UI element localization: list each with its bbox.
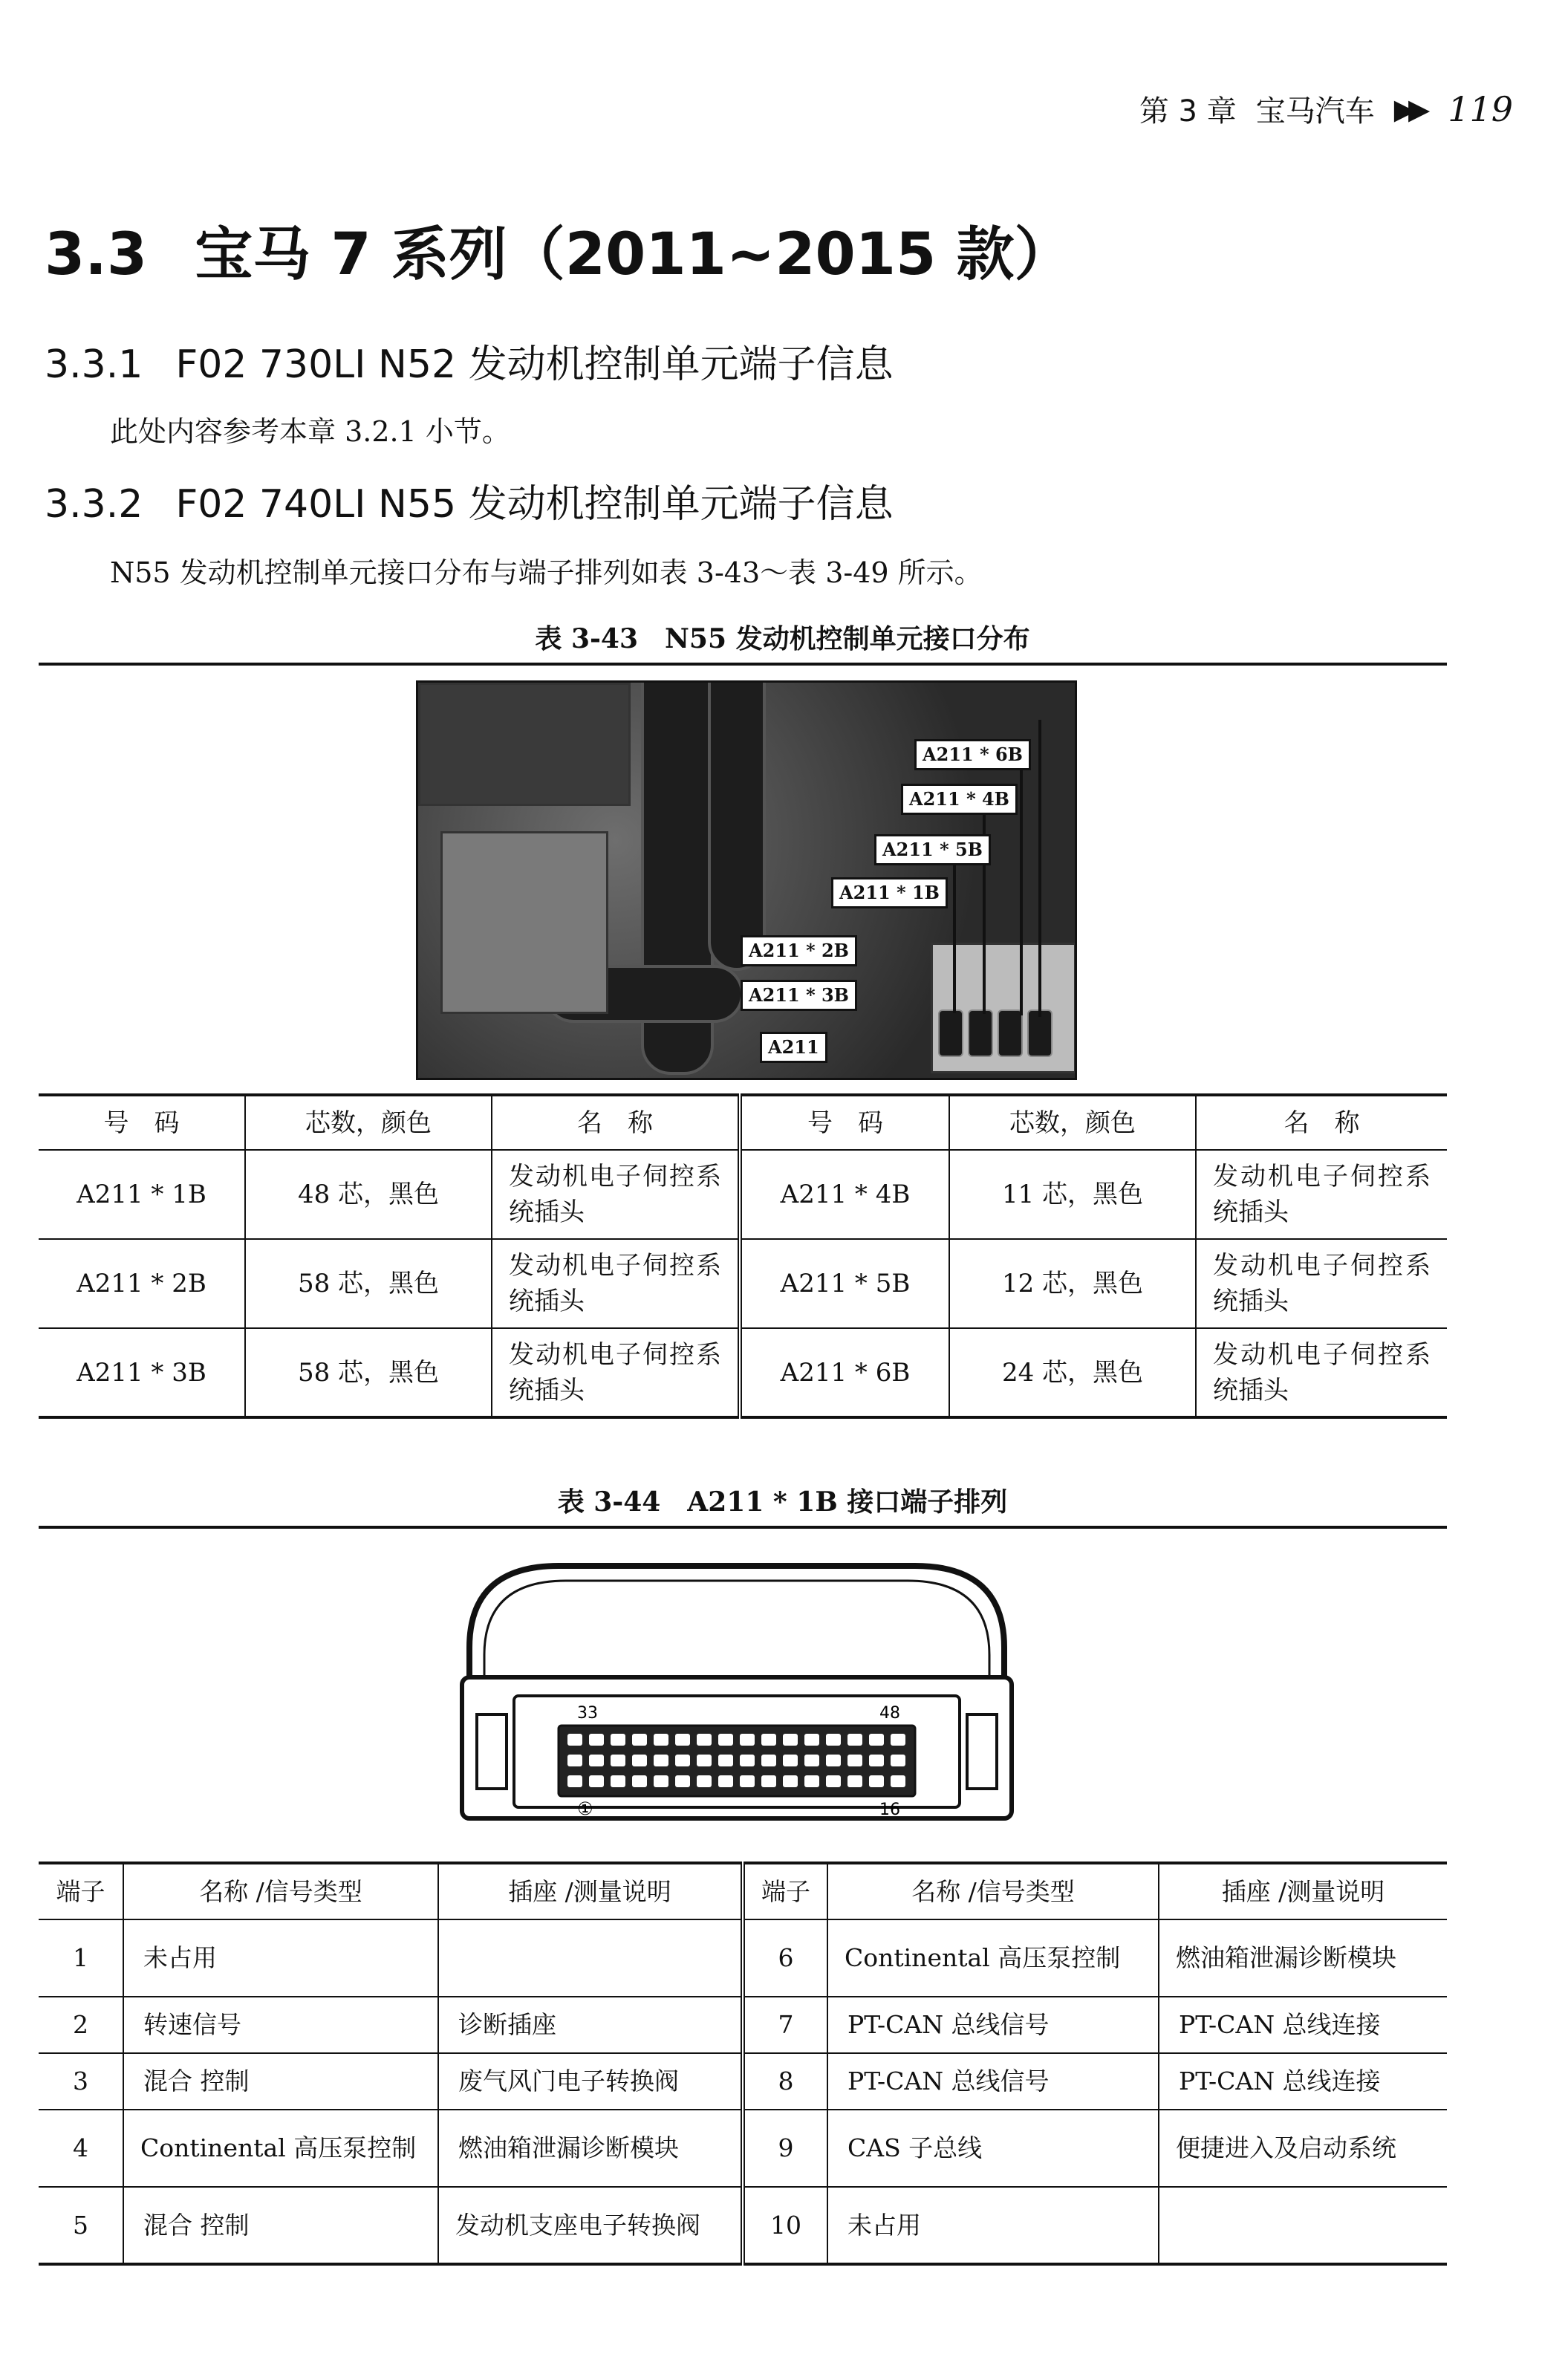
table-row bbox=[39, 2110, 1447, 2187]
connector-pin bbox=[718, 1755, 733, 1766]
table-cell: 发动机电子伺控系统插头 bbox=[492, 1239, 740, 1328]
connector-plug bbox=[968, 1009, 993, 1057]
connector-pin bbox=[847, 1775, 862, 1787]
connector-diagram bbox=[455, 1551, 1019, 1833]
connector-plug bbox=[938, 1009, 963, 1057]
header-cell: 名称 /信号类型 bbox=[827, 1863, 1159, 1919]
section-title: 宝马 7 系列（2011~2015 款） bbox=[195, 221, 1073, 288]
table-cell: Continental 高压泵控制 bbox=[827, 1919, 1159, 1997]
table-cell: PT-CAN 总线连接 bbox=[1159, 2053, 1447, 2110]
engine-photo bbox=[416, 680, 1077, 1080]
table-cell: 4 bbox=[39, 2110, 123, 2187]
connector-pin bbox=[697, 1734, 712, 1746]
table-cell: 燃油箱泄漏诊断模块 bbox=[438, 2110, 743, 2187]
table-cell: Continental 高压泵控制 bbox=[123, 2110, 438, 2187]
connector-pin bbox=[654, 1734, 668, 1746]
connector-pin bbox=[847, 1755, 862, 1766]
subsection-number: 3.3.2 bbox=[45, 482, 143, 527]
subsection-title: F02 730LI N52 发动机控制单元端子信息 bbox=[175, 342, 894, 387]
running-header bbox=[1139, 88, 1513, 130]
connector-pin bbox=[675, 1755, 690, 1766]
subsection-heading-2 bbox=[45, 472, 894, 528]
connector-pin bbox=[783, 1775, 798, 1787]
connector-pin bbox=[826, 1734, 841, 1746]
table-cell: 12 芯，黑色 bbox=[949, 1239, 1196, 1328]
table-header-row bbox=[39, 1863, 1447, 1919]
table-cell: 6 bbox=[743, 1919, 827, 1997]
table-cell: 燃油箱泄漏诊断模块 bbox=[1159, 1919, 1447, 1997]
connector-pin bbox=[761, 1775, 776, 1787]
hose-2 bbox=[708, 680, 766, 971]
right-guide bbox=[967, 1714, 997, 1789]
connector-pin bbox=[567, 1755, 582, 1766]
table-cell: 48 芯，黑色 bbox=[245, 1150, 492, 1239]
connector-pin bbox=[761, 1734, 776, 1746]
connector-pin bbox=[675, 1734, 690, 1746]
connector-pin bbox=[783, 1755, 798, 1766]
callout-6b: A211 * 6B bbox=[914, 739, 1031, 770]
table-cell: 发动机电子伺控系统插头 bbox=[1196, 1150, 1447, 1239]
table-cell: 7 bbox=[743, 1997, 827, 2053]
pin-label-33: 33 bbox=[577, 1704, 598, 1723]
callout-3b: A211 * 3B bbox=[741, 980, 857, 1011]
connector-pin bbox=[611, 1755, 625, 1766]
table-cell: A211 * 2B bbox=[39, 1239, 245, 1328]
connector-pin bbox=[675, 1775, 690, 1787]
leader-line bbox=[1020, 763, 1023, 1015]
connector-pin bbox=[869, 1775, 884, 1787]
connector-pin bbox=[804, 1755, 819, 1766]
page-number: 119 bbox=[1448, 88, 1513, 129]
table-cell: 24 芯，黑色 bbox=[949, 1328, 1196, 1417]
connector-pin bbox=[589, 1775, 604, 1787]
header-cell: 名 称 bbox=[492, 1095, 740, 1150]
header-cell: 插座 /测量说明 bbox=[1159, 1863, 1447, 1919]
leader-line bbox=[1038, 720, 1041, 1017]
table-cell: 8 bbox=[743, 2053, 827, 2110]
table-cell: 诊断插座 bbox=[438, 1997, 743, 2053]
connector-pin bbox=[589, 1755, 604, 1766]
table-row bbox=[39, 1997, 1447, 2053]
connector-pin bbox=[589, 1734, 604, 1746]
table-row bbox=[39, 2187, 1447, 2264]
table-cell: 9 bbox=[743, 2110, 827, 2187]
connector-pin bbox=[740, 1734, 755, 1746]
header-cell: 号 码 bbox=[740, 1095, 949, 1150]
connector-plug bbox=[998, 1009, 1023, 1057]
connector-pin bbox=[611, 1775, 625, 1787]
connector-pin bbox=[761, 1755, 776, 1766]
connector-pin bbox=[869, 1734, 884, 1746]
header-cell: 名 称 bbox=[1196, 1095, 1447, 1150]
header-cell: 号 码 bbox=[39, 1095, 245, 1150]
table-cell: 废气风门电子转换阀 bbox=[438, 2053, 743, 2110]
table-cell: 未占用 bbox=[827, 2187, 1159, 2264]
table-3-43 bbox=[39, 1093, 1447, 1419]
table-cell: 混合 控制 bbox=[123, 2053, 438, 2110]
connector-pin bbox=[783, 1734, 798, 1746]
table-cell: 混合 控制 bbox=[123, 2187, 438, 2264]
table-3-44 bbox=[39, 1862, 1447, 2266]
header-cell: 端子 bbox=[743, 1863, 827, 1919]
chapter-label: 第 3 章 bbox=[1139, 94, 1237, 129]
connector-pin bbox=[804, 1775, 819, 1787]
connector-pin bbox=[740, 1775, 755, 1787]
table-row bbox=[39, 2053, 1447, 2110]
pin-label-48: 48 bbox=[879, 1704, 900, 1723]
engine-block bbox=[440, 831, 608, 1014]
table-cell: A211 * 3B bbox=[39, 1328, 245, 1417]
section-label: 宝马汽车 bbox=[1255, 94, 1375, 129]
connector-pin bbox=[567, 1734, 582, 1746]
table-cell: 发动机电子伺控系统插头 bbox=[1196, 1239, 1447, 1328]
left-guide bbox=[477, 1714, 507, 1789]
table-cell: A211 * 5B bbox=[740, 1239, 949, 1328]
table-cell bbox=[1159, 2187, 1447, 2264]
table-cell: 未占用 bbox=[123, 1919, 438, 1997]
table-cell: PT-CAN 总线信号 bbox=[827, 2053, 1159, 2110]
table-cell: 5 bbox=[39, 2187, 123, 2264]
table-cell: 转速信号 bbox=[123, 1997, 438, 2053]
connector-pin bbox=[826, 1755, 841, 1766]
double-arrow-icon: ▶▶ bbox=[1393, 92, 1423, 126]
header-cell: 芯数，颜色 bbox=[245, 1095, 492, 1150]
leader-line bbox=[953, 857, 956, 1013]
callout-5b: A211 * 5B bbox=[874, 834, 991, 865]
connector-pin bbox=[891, 1775, 905, 1787]
table-cell: CAS 子总线 bbox=[827, 2110, 1159, 2187]
connector-pin bbox=[847, 1734, 862, 1746]
header-cell: 插座 /测量说明 bbox=[438, 1863, 743, 1919]
subsection-heading-1 bbox=[45, 333, 894, 388]
pin-label-1: ① bbox=[577, 1798, 593, 1819]
paragraph-1: 此处内容参考本章 3.2.1 小节。 bbox=[110, 415, 510, 448]
table-cell: PT-CAN 总线信号 bbox=[827, 1997, 1159, 2053]
table-cell: 2 bbox=[39, 1997, 123, 2053]
connector-pin bbox=[632, 1734, 647, 1746]
table-cell: A211 * 1B bbox=[39, 1150, 245, 1239]
section-number: 3.3 bbox=[45, 221, 148, 288]
table-caption-2: 表 3-44 A211 * 1B 接口端子排列 bbox=[557, 1486, 1008, 1518]
table-cell: 便捷进入及启动系统 bbox=[1159, 2110, 1447, 2187]
callout-1b: A211 * 1B bbox=[831, 877, 948, 908]
table-cell: PT-CAN 总线连接 bbox=[1159, 1997, 1447, 2053]
connector-pin bbox=[632, 1755, 647, 1766]
table-row bbox=[39, 1150, 1447, 1239]
section-heading bbox=[45, 208, 1072, 291]
connector-pin bbox=[567, 1775, 582, 1787]
table-cell: 发动机电子伺控系统插头 bbox=[1196, 1328, 1447, 1417]
connector-pin bbox=[826, 1775, 841, 1787]
table-cell: 11 芯，黑色 bbox=[949, 1150, 1196, 1239]
callout-4b: A211 * 4B bbox=[901, 784, 1018, 815]
connector-pin bbox=[654, 1755, 668, 1766]
connector-pin bbox=[869, 1755, 884, 1766]
table-row bbox=[39, 1239, 1447, 1328]
subsection-number: 3.3.1 bbox=[45, 342, 143, 387]
table-cell: 发动机电子伺控系统插头 bbox=[492, 1150, 740, 1239]
connector-pin bbox=[697, 1755, 712, 1766]
table-cell bbox=[438, 1919, 743, 1997]
table-cell: 1 bbox=[39, 1919, 123, 1997]
connector-pin bbox=[632, 1775, 647, 1787]
table-header-row bbox=[39, 1095, 1447, 1150]
callout-a211: A211 bbox=[760, 1032, 827, 1063]
subsection-title: F02 740LI N55 发动机控制单元端子信息 bbox=[175, 482, 894, 527]
table-row bbox=[39, 1328, 1447, 1417]
connector-pin bbox=[804, 1734, 819, 1746]
table-cell: 58 芯，黑色 bbox=[245, 1239, 492, 1328]
connector-pin bbox=[740, 1755, 755, 1766]
table-cell: A211 * 6B bbox=[740, 1328, 949, 1417]
connector-pin bbox=[697, 1775, 712, 1787]
connector-pin bbox=[654, 1775, 668, 1787]
pin-label-16: 16 bbox=[879, 1801, 900, 1819]
caption-rule bbox=[39, 1526, 1447, 1529]
table-cell: 发动机支座电子转换阀 bbox=[438, 2187, 743, 2264]
connector-pin bbox=[891, 1755, 905, 1766]
table-cell: 3 bbox=[39, 2053, 123, 2110]
connector-pin bbox=[718, 1775, 733, 1787]
connector-pin bbox=[611, 1734, 625, 1746]
table-row bbox=[39, 1919, 1447, 1997]
header-cell: 端子 bbox=[39, 1863, 123, 1919]
table-cell: A211 * 4B bbox=[740, 1150, 949, 1239]
table-cell: 发动机电子伺控系统插头 bbox=[492, 1328, 740, 1417]
connector-pin bbox=[718, 1734, 733, 1746]
callout-2b: A211 * 2B bbox=[741, 935, 857, 966]
table-cell: 10 bbox=[743, 2187, 827, 2264]
caption-rule bbox=[39, 663, 1447, 666]
connector-pin bbox=[891, 1734, 905, 1746]
table-caption-1: 表 3-43 N55 发动机控制单元接口分布 bbox=[535, 623, 1030, 654]
header-cell: 名称 /信号类型 bbox=[123, 1863, 438, 1919]
header-cell: 芯数，颜色 bbox=[949, 1095, 1196, 1150]
table-cell: 58 芯，黑色 bbox=[245, 1328, 492, 1417]
paragraph-2: N55 发动机控制单元接口分布与端子排列如表 3-43～表 3-49 所示。 bbox=[110, 556, 983, 589]
inset-photo bbox=[418, 683, 631, 806]
